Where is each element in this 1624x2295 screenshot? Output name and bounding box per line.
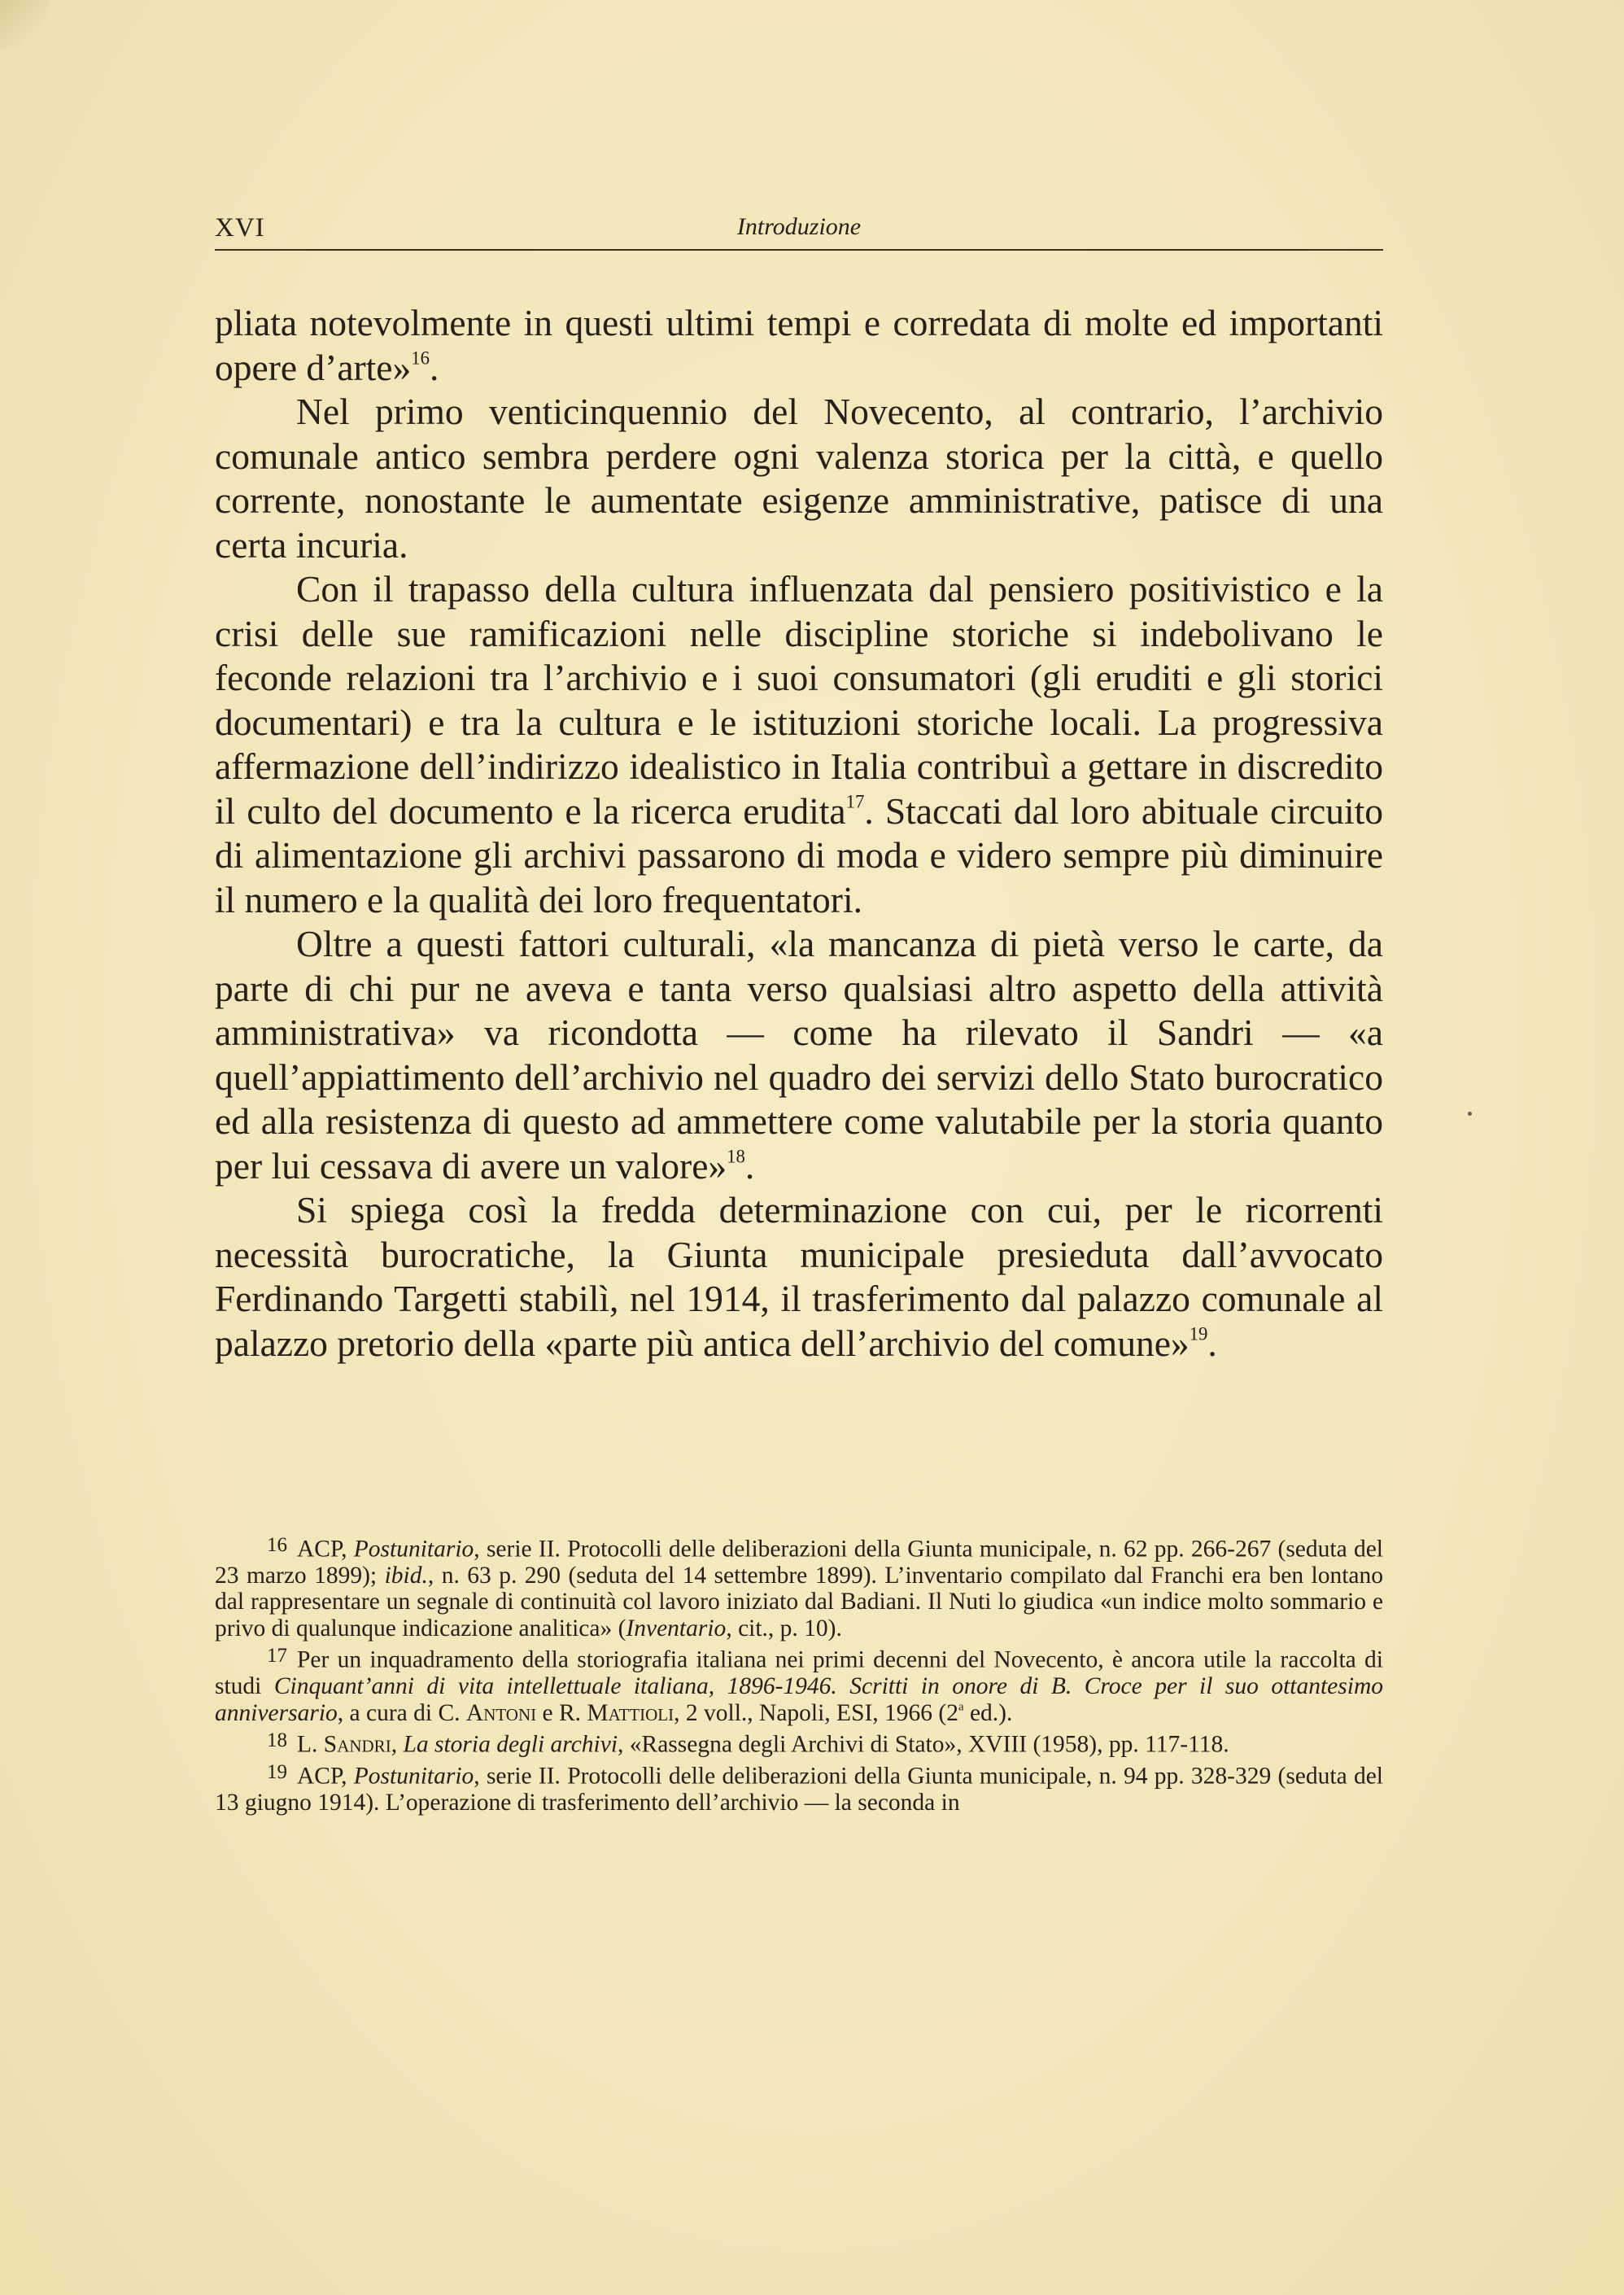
footnote-text: ACP, (297, 1536, 354, 1563)
footnote-number: 17 (267, 1645, 287, 1668)
paragraph-2: Nel primo venticinquennio del Novecento, al contrario, l’archivio comunale antico sembra perdere ogni valenza storica per la città, e quello corrente, nonostante le aumentate esigenze amministrative, patisce di una certa incuria. (215, 391, 1383, 566)
footnote-text: e R. (536, 1699, 587, 1726)
footnote-text: , (391, 1731, 404, 1758)
paragraph-1-end: . (430, 346, 439, 388)
page-corner-shadow (0, 0, 49, 49)
paper-speck (1468, 1112, 1472, 1116)
running-title: Introduzione (736, 213, 862, 240)
footnote-italic: Postunitario (353, 1536, 474, 1563)
footnote-italic: La storia degli archivi (403, 1731, 618, 1758)
footnote-number: 16 (267, 1534, 287, 1556)
footnote-ref-19: 19 (1189, 1323, 1208, 1344)
footnote-italic: Postunitario (353, 1763, 474, 1789)
footnote-text: , n. 63 p. 290 (seduta del 14 settembre 1899). L’inventario compilato dal Franchi era ben lontano dal rappresentare un segnale di continuità col lavoro iniziato dal Badiani. Il Nuti lo giudica «un indice molto sommario e privo di qualunque indicazione analitica» ( (215, 1562, 1384, 1641)
footnote-text: Per un inquadramento della storiografia italiana nei primi decenni del Novecento, è ancora utile la raccolta di studi (215, 1646, 1383, 1699)
footnote-text: ACP, (297, 1763, 354, 1789)
footnote-text: , serie II. Protocolli delle deliberazioni della Giunta municipale, n. 62 pp. 266-267 (seduta del 23 marzo 1899); (215, 1536, 1383, 1589)
footnote-ref-18: 18 (727, 1146, 745, 1167)
footnote-number: 19 (267, 1760, 287, 1783)
footnote-text: , «Rassegna degli Archivi di Stato», XVIII (1958), pp. 117-118. (618, 1731, 1229, 1758)
paragraph-5-end: . (1207, 1322, 1217, 1364)
footnote-text: L. (297, 1731, 324, 1758)
footnotes (215, 1532, 1383, 1817)
footnote-text: , a cura di C. (337, 1699, 466, 1726)
author-name: Mattioli (587, 1699, 674, 1726)
footnote-text: , 2 voll., Napoli, ESI, 1966 (2 (674, 1699, 959, 1726)
footnote-number: 18 (267, 1729, 287, 1751)
footnote-text: , cit., p. 10). (726, 1615, 842, 1641)
footnote-italic: Inventario (626, 1615, 727, 1641)
author-name: Antoni (465, 1699, 537, 1726)
footnote-17 (215, 1643, 1383, 1726)
paragraph-3-text: Con il trapasso della cultura influenzata dal pensiero positivistico e la crisi delle sue ramificazioni nelle discipline storiche si indebolivano le feconde relazioni tra l’archivio e i suoi consumatori (gli eruditi e gli storici documentari) e tra la cultura e le istituzioni storiche locali. La progressiva affermazione dell’indirizzo idealistico in Italia contribuì a gettare in discredito il culto del documento e la ricerca erudita (215, 568, 1383, 832)
paragraph-3-end: . Staccati dal loro abituale circuito di alimentazione gli archivi passarono di moda e videro sempre più diminuire il numero e la qualità dei loro frequentatori. (215, 789, 1383, 920)
paragraph-1-text: pliata notevolmente in questi ultimi tempi e corredata di molte ed importanti opere d’arte» (215, 302, 1383, 388)
footnote-text: , serie II. Protocolli delle deliberazioni della Giunta municipale, n. 94 pp. 328-329 (seduta del 13 giugno 1914). L’operazione di trasferimento dell’archivio — la seconda in (215, 1763, 1383, 1816)
edition-superscript: a (958, 1699, 964, 1713)
paragraph-5-text: Si spiega così la fredda determinazione con cui, per le ricorrenti necessità burocratiche, la Giunta municipale presieduta dall’avvocato Ferdinando Targetti stabilì, nel 1914, il trasferimento dal palazzo comunale al palazzo pretorio della «parte più antica dell’archivio del comune» (215, 1189, 1383, 1364)
footnote-16 (215, 1532, 1383, 1641)
paragraph-4 (215, 922, 1383, 1188)
footnote-18 (215, 1728, 1383, 1758)
page-number: XVI (215, 213, 265, 243)
main-text (215, 301, 1383, 1366)
paragraph-3 (215, 567, 1383, 922)
paragraph-4-end: . (744, 1144, 755, 1187)
paragraph-1 (215, 301, 1383, 390)
footnote-ref-17: 17 (845, 791, 865, 812)
author-name: Sandri (323, 1731, 391, 1758)
footnote-text: ed.). (963, 1699, 1013, 1726)
footnote-ref-16: 16 (411, 348, 430, 369)
footnote-italic: Cinquant’anni di vita intellettuale italiana, 1896-1946. Scritti in onore di B. Croce per il suo ottantesimo anniversario (215, 1673, 1384, 1726)
paragraph-5 (215, 1188, 1383, 1366)
footnote-italic: ibid. (384, 1562, 428, 1589)
paragraph-4-text: Oltre a questi fattori culturali, «la mancanza di pietà verso le carte, da parte di chi pur ne aveva e tanta verso qualsiasi altro aspetto della attività amministrativa» va ricondotta — come ha rilevato il Sandri — «a quell’appiattimento dell’archivio nel quadro dei servizi dello Stato burocratico ed alla resistenza di questo ad ammettere come valutabile per la storia quanto per lui cessava di avere un valore» (215, 923, 1383, 1187)
footnote-19 (215, 1760, 1383, 1816)
running-header (215, 213, 1383, 249)
header-rule (215, 249, 1383, 251)
